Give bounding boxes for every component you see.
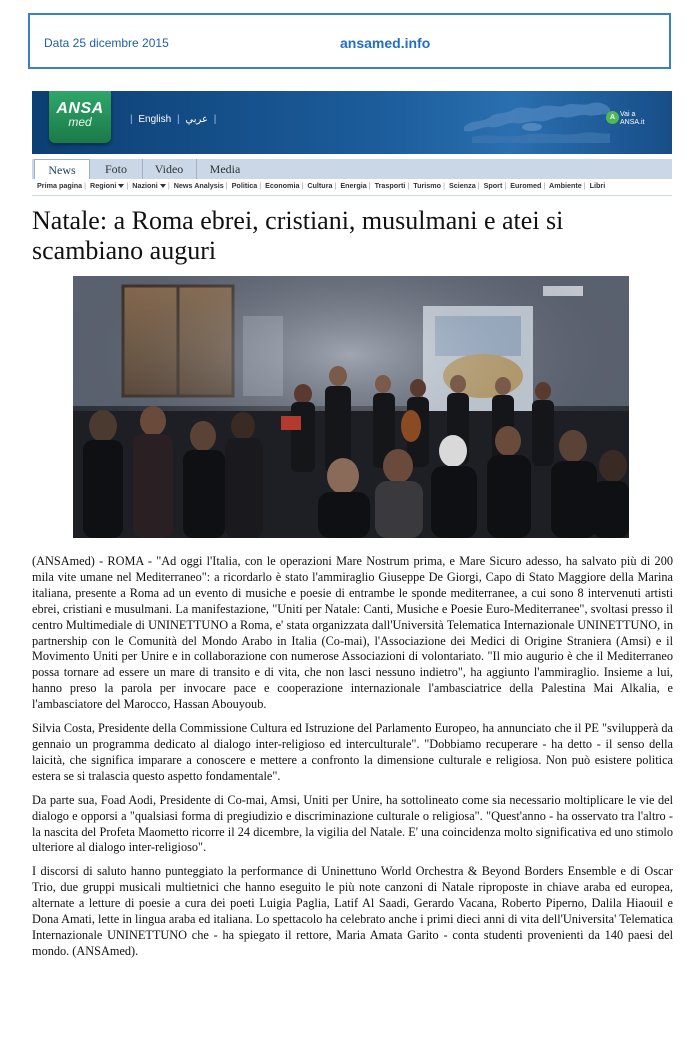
chevron-down-icon	[160, 184, 166, 188]
nav-ambiente[interactable]: Ambiente	[549, 181, 582, 190]
article-paragraph: Silvia Costa, Presidente della Commissione Cultura ed Istruzione del Parlamento Europeo, ha annunciato che il PE "svilupperà da gennaio un programma dedicato al dialogo inter-religioso ed interculturale". "Dobbiamo recuperare - ha detto - il senso della laicità, che significa imparare a conoscere e mettere a confronto la dimensione culturale e religiosa. Non può esistere politica estera se si tralascia questo aspetto fondamentale".	[32, 721, 673, 783]
tab-video[interactable]: Video	[142, 159, 197, 179]
publication-date: Data 25 dicembre 2015	[44, 36, 169, 50]
nav-trasporti[interactable]: Trasporti	[374, 181, 406, 190]
nav-libri[interactable]: Libri	[589, 181, 606, 190]
tab-foto[interactable]: Foto	[90, 159, 143, 179]
ansa-badge-icon: A	[606, 111, 619, 124]
nav-economia[interactable]: Economia	[265, 181, 300, 190]
mediterranean-map-graphic	[462, 97, 612, 145]
ansamed-logo[interactable]: ANSA med	[49, 91, 111, 143]
article-body	[32, 554, 673, 968]
lang-english-link[interactable]: English	[138, 114, 172, 125]
lang-arabic-link[interactable]: عربي	[185, 114, 208, 125]
article-photo	[73, 276, 629, 538]
nav-scienza[interactable]: Scienza	[448, 181, 476, 190]
article-title: Natale: a Roma ebrei, cristiani, musulmani e atei si scambiano auguri	[32, 206, 564, 265]
language-switcher: | English | عربي |	[130, 114, 217, 125]
nav-energia[interactable]: Energia	[340, 181, 367, 190]
nav-politica[interactable]: Politica	[231, 181, 258, 190]
tab-media[interactable]: Media	[209, 162, 241, 176]
tab-news[interactable]: News	[34, 159, 90, 179]
nav-sport[interactable]: Sport	[483, 181, 503, 190]
section-tabs	[32, 159, 672, 179]
chevron-down-icon	[118, 184, 124, 188]
site-name[interactable]: ansamed.info	[340, 35, 431, 51]
header-box	[28, 13, 671, 69]
article-paragraph: (ANSAmed) - ROMA - "Ad oggi l'Italia, con le operazioni Mare Nostrum prima, e Mare Sicuro adesso, ha salvato più di 200 mila vite umane nel Mediterraneo": a ricordarlo è stato l'ammiraglio Giuseppe De Giorgi, Capo di Stato Maggiore della Marina italiana, presente a Roma ad un evento di musiche e poesie di entrambe le sponde mediterranee, a cui sono 8 intervenuti artisti ebrei, cristiani e musulmani. La manifestazione, "Uniti per Natale: Canti, Musiche e Poesie Euro-Mediterranee", svoltasi presso il centro Multimediale di UNINETTUNO a Roma, e' stata organizzata dall'Università Telematica Internazionale UNINETTUNO, in partnership con le Comunità del Mondo Arabo in Italia (Co-mai), l'Associazione dei Medici di Origine Straniera (Amsi) e il Movimento Uniti per Unire e in collaborazione con numerose Associazioni di volontariato. "Il mio augurio è che il Mediterraneo possa tornare ad essere un mare di transito e di vita, che non lasci nessuno indietro", ha aggiunto l'ammiraglio. Insieme a lui, hanno preso la parola per invocare pace e cooperazione internazionale l'ambasciatrice della Palestina Mai Alkalia, e l'ambasciatore del Marocco, Hassan Abouyoub.	[32, 554, 673, 712]
vai-ansa-link[interactable]: A Vai a ANSA.it	[620, 111, 645, 127]
nav-euromed[interactable]: Euromed	[510, 181, 542, 190]
nav-prima-pagina[interactable]: Prima pagina	[37, 181, 83, 190]
nav-nazioni[interactable]: Nazioni	[132, 181, 166, 190]
article-paragraph: Da parte sua, Foad Aodi, Presidente di Co-mai, Amsi, Uniti per Unire, ha sottolineato come sia necessario moltiplicare le vie del dialogo e opporsi a "qualsiasi forma di pregiudizio e discriminazione culturale o religiosa". "Quest'anno - ha osservato tra l'altro - la nascita del Profeta Maometto ricorre il 24 dicembre, la vigilia del Natale. E' una coincidenza molto significativa ed uno stimolo ulteriore al dialogo inter-religioso".	[32, 792, 673, 855]
site-banner	[32, 91, 672, 154]
article-paragraph: I discorsi di saluto hanno punteggiato la performance di Uninettuno World Orchestra & Beyond Borders Ensemble e di Oscar Trio, due gruppi musicali multietnici che hanno eseguito le più note canzoni di Natale riproposte in chiave araba ed europea, alternate a letture di poesie a cura dei poeti Luigia Paglia, Latif Al Saadi, Gerardo Vacana, Roberto Piperno, Dalila Hiaouil e Dona Amati, lette in lingua araba ed italiana. Lo spettacolo ha celebrato anche i primi dieci anni di vita dell'Universita' Telematica Internazionale UNINETTUNO che - ha spiegato il rettore, Maria Amata Garito - conta studenti provenienti da 140 paesi del mondo. (ANSAmed).	[32, 864, 673, 958]
nav-cultura[interactable]: Cultura	[307, 181, 333, 190]
concert-scene-image	[73, 276, 629, 538]
category-nav: Prima pagina | Regioni | Nazioni | News Analysis | Politica | Economia | Cultura | Energia | Trasporti | Turismo | Scienza | Sport | Euromed | Ambiente | Libri	[32, 181, 672, 196]
nav-turismo[interactable]: Turismo	[413, 181, 442, 190]
nav-regioni[interactable]: Regioni	[90, 181, 124, 190]
nav-news-analysis[interactable]: News Analysis	[173, 181, 224, 190]
